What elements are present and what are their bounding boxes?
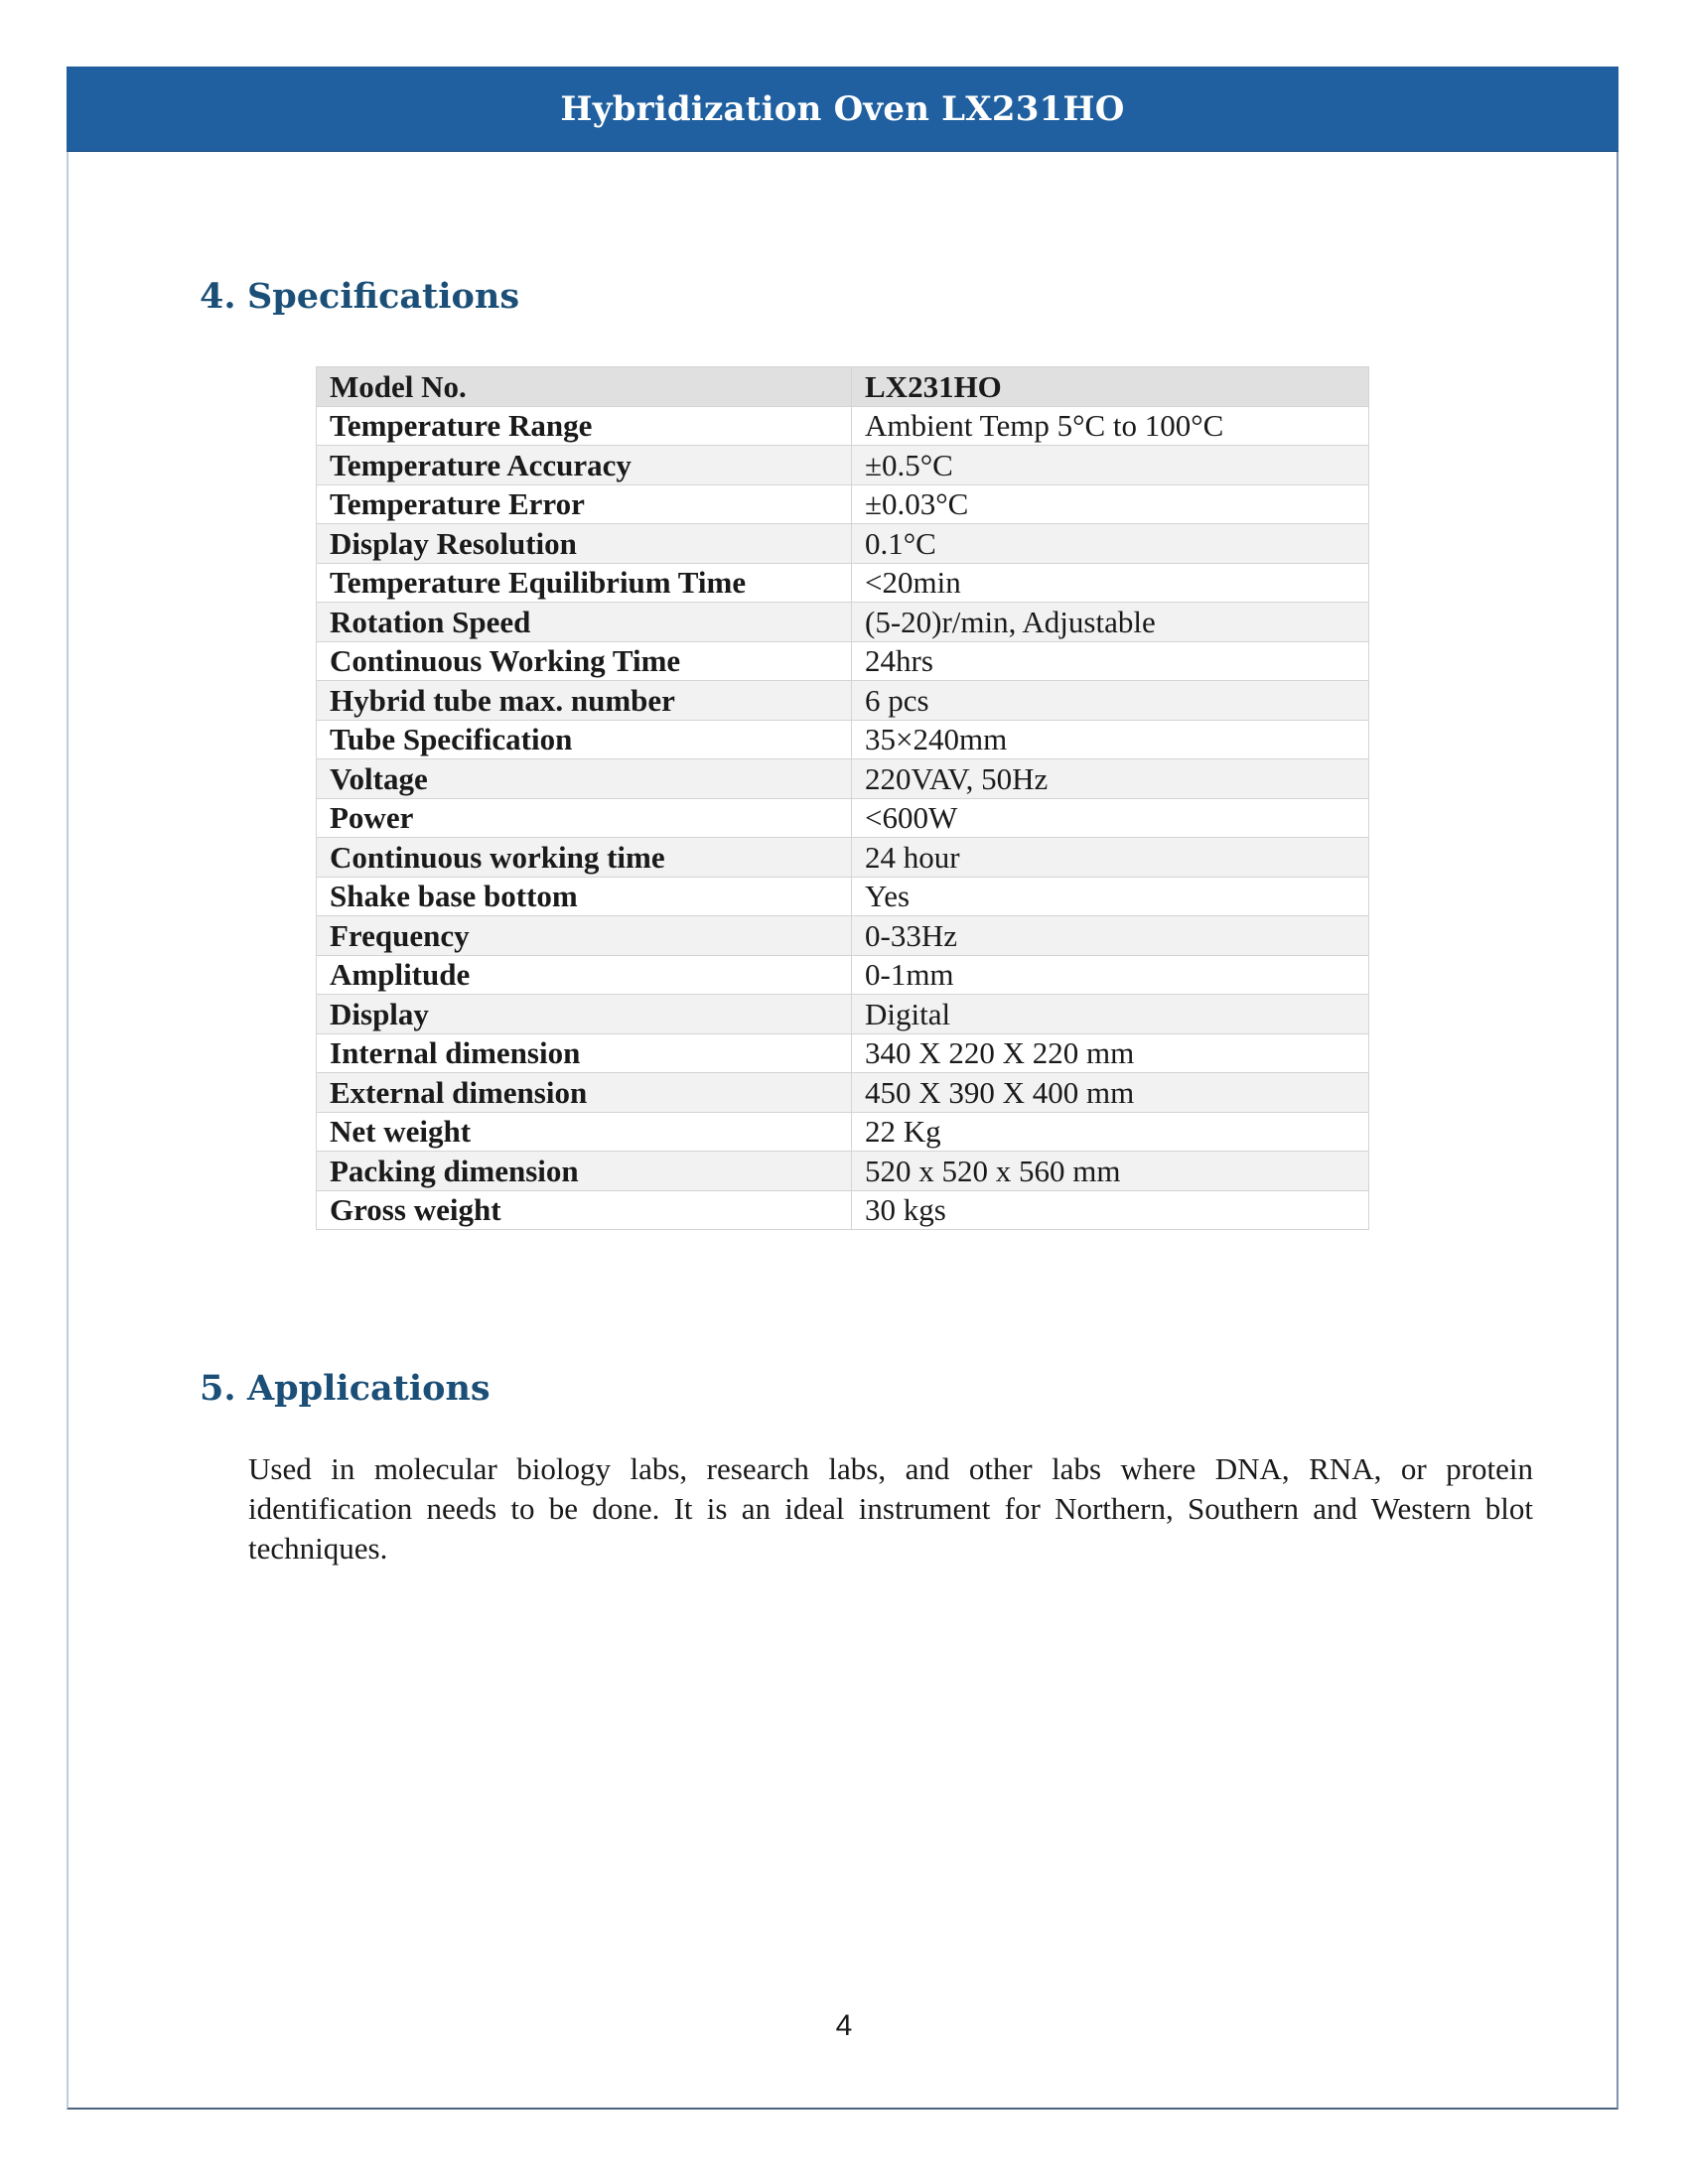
page-number: 4 — [835, 2009, 853, 2042]
spec-label: Temperature Accuracy — [317, 446, 852, 485]
specifications-heading — [200, 276, 519, 317]
spec-value: 0-33Hz — [852, 916, 1369, 956]
table-row — [317, 955, 1369, 995]
table-row — [317, 995, 1369, 1034]
spec-value: 340 X 220 X 220 mm — [852, 1033, 1369, 1073]
spec-label: Hybrid tube max. number — [317, 681, 852, 721]
spec-value: Ambient Temp 5°C to 100°C — [852, 406, 1369, 446]
table-row — [317, 484, 1369, 524]
spec-label: Display Resolution — [317, 524, 852, 564]
table-row — [317, 681, 1369, 721]
spec-label: Packing dimension — [317, 1152, 852, 1191]
spec-label: Tube Specification — [317, 720, 852, 759]
spec-value: 6 pcs — [852, 681, 1369, 721]
table-row — [317, 563, 1369, 603]
spec-label: Voltage — [317, 759, 852, 799]
spec-value: 0-1mm — [852, 955, 1369, 995]
table-row — [317, 641, 1369, 681]
table-row — [317, 603, 1369, 642]
spec-value: 24 hour — [852, 838, 1369, 878]
spec-value: ±0.5°C — [852, 446, 1369, 485]
spec-label: Shake base bottom — [317, 877, 852, 916]
spec-label: Continuous working time — [317, 838, 852, 878]
spec-label: Net weight — [317, 1112, 852, 1152]
table-row — [317, 759, 1369, 799]
document-title: Hybridization Oven LX231HO — [560, 88, 1125, 129]
spec-label: Temperature Equilibrium Time — [317, 563, 852, 603]
table-row — [317, 406, 1369, 446]
applications-heading — [200, 1368, 491, 1409]
spec-label: External dimension — [317, 1073, 852, 1113]
table-row — [317, 838, 1369, 878]
spec-label: Power — [317, 798, 852, 838]
table-header-value: LX231HO — [852, 367, 1369, 407]
table-row — [317, 720, 1369, 759]
spec-value: 0.1°C — [852, 524, 1369, 564]
table-row — [317, 446, 1369, 485]
table-row — [317, 916, 1369, 956]
spec-value: 520 x 520 x 560 mm — [852, 1152, 1369, 1191]
spec-value: Digital — [852, 995, 1369, 1034]
spec-value: 22 Kg — [852, 1112, 1369, 1152]
spec-label: Gross weight — [317, 1190, 852, 1230]
spec-label: Amplitude — [317, 955, 852, 995]
specifications-table — [316, 366, 1369, 1230]
table-row — [317, 1112, 1369, 1152]
header-band — [67, 67, 1618, 152]
spec-value: (5-20)r/min, Adjustable — [852, 603, 1369, 642]
applications-paragraph: Used in molecular biology labs, research labs, and other labs where DNA, RNA, or protein identification needs to be done. It is an ideal instrument for Northern, Southern and Western blot techniques. — [248, 1451, 1533, 1566]
table-row — [317, 524, 1369, 564]
spec-label: Continuous Working Time — [317, 641, 852, 681]
spec-value: <600W — [852, 798, 1369, 838]
spec-value: ±0.03°C — [852, 484, 1369, 524]
spec-label: Temperature Range — [317, 406, 852, 446]
applications-heading-text: Applications — [247, 1368, 491, 1409]
table-header-label: Model No. — [317, 367, 852, 407]
table-row — [317, 1033, 1369, 1073]
specifications-heading-number: 4. — [200, 276, 236, 317]
specifications-heading-text: Specifications — [247, 276, 520, 317]
spec-label: Frequency — [317, 916, 852, 956]
spec-value: 220VAV, 50Hz — [852, 759, 1369, 799]
spec-value: 30 kgs — [852, 1190, 1369, 1230]
spec-label: Display — [317, 995, 852, 1034]
spec-label: Internal dimension — [317, 1033, 852, 1073]
spec-value: 450 X 390 X 400 mm — [852, 1073, 1369, 1113]
table-row — [317, 877, 1369, 916]
table-header-row — [317, 367, 1369, 407]
applications-heading-number: 5. — [200, 1368, 236, 1409]
table-row — [317, 798, 1369, 838]
table-row — [317, 1190, 1369, 1230]
table-row — [317, 1152, 1369, 1191]
spec-value: Yes — [852, 877, 1369, 916]
spec-label: Rotation Speed — [317, 603, 852, 642]
spec-value: 35×240mm — [852, 720, 1369, 759]
spec-value: <20min — [852, 563, 1369, 603]
table-row — [317, 1073, 1369, 1113]
spec-label: Temperature Error — [317, 484, 852, 524]
spec-value: 24hrs — [852, 641, 1369, 681]
